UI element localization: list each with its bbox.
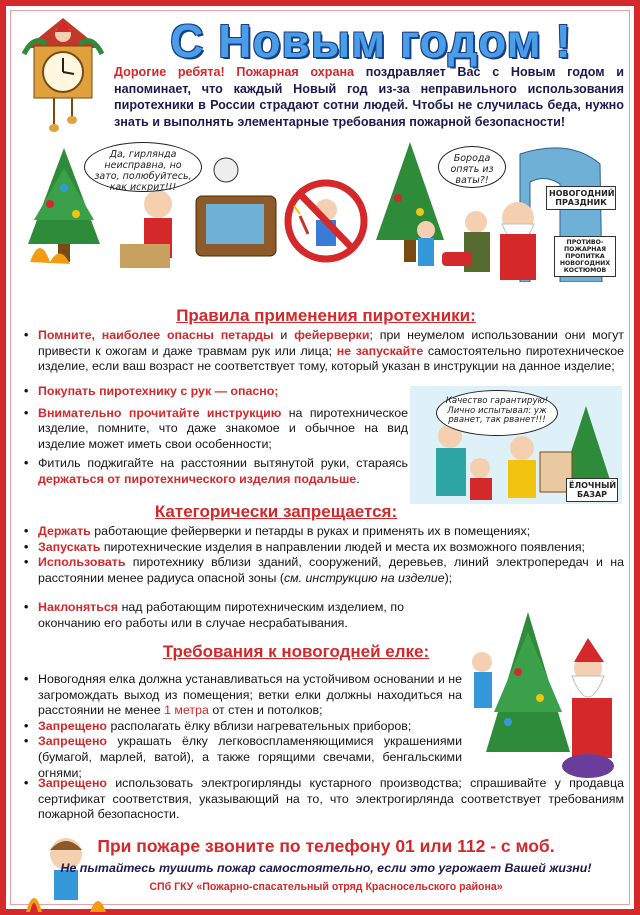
rules-list-pyrotechnics-2	[24, 384, 408, 488]
rule-highlight: Использовать	[38, 555, 126, 570]
list-item	[24, 600, 404, 631]
list-item	[24, 672, 462, 719]
section-title-1: Правила применения пиротехники:	[176, 306, 476, 325]
cartoon-santa-with-tree	[468, 602, 622, 780]
list-item	[24, 555, 624, 586]
rule-highlight: Запрещено	[38, 734, 107, 749]
speech-bubble-seller: Качество гарантирую! Лично испытывал: уж рванет, так рванет!!!	[436, 390, 558, 436]
rule-text: пиротехнические изделия в направлении людей и места их возможного появления;	[100, 539, 585, 554]
rule-text: работающие фейерверки и петарды в руках и применять их в помещениях;	[90, 524, 531, 538]
intro-body: поздравляет Вас с Новым годом и напоминает, что каждый Новый год из-за неправильного использования пиротехники в России страдают сотни людей. Чтобы не случилась беда, нужно знать и выполнять элементарные требования пожарной безопасности!	[114, 65, 624, 129]
rule-text: располагать ёлку вблизи нагревательных приборов;	[107, 718, 412, 733]
sign-fire-retardant: ПРОТИВО-ПОЖАРНАЯ ПРОПИТКА НОВОГОДНИХ КОСТЮМОВ	[554, 236, 616, 277]
speech-bubble-beard: Борода опять из ваты?!	[438, 146, 506, 188]
list-item	[24, 456, 408, 487]
rule-text: Фитиль поджигайте на расстоянии вытянутой руки, стараясь	[38, 456, 408, 471]
rule-highlight: Держать	[38, 524, 91, 538]
rule-text: использовать электрогирлянды кустарного производства; спрашивайте у продавца сертификат соответствия, указывающий на то, что электрогирлянда соответствует требованиям пожарной безопасности.	[38, 776, 624, 822]
rule-highlight: не запускайте	[336, 343, 424, 358]
emergency-phone-line: При пожаре звоните по телефону 01 или 112 - с моб.	[97, 836, 555, 856]
section-strictly-prohibited	[6, 502, 546, 522]
rules-list-prohibited-2	[24, 600, 404, 631]
speech-bubble-garland: Да, гирлянда неисправна, но зато, полюбуйтесь, как искрит!!!	[84, 142, 202, 192]
rule-text: .	[356, 471, 360, 486]
rule-text: );	[444, 570, 453, 585]
list-item	[24, 384, 408, 400]
list-item	[24, 719, 462, 735]
list-item	[24, 540, 624, 556]
list-item	[24, 328, 624, 375]
rule-text: украшать ёлку легковоспламеняющимися украшениями (бумагой, марлей, ватой), а также горящими свечами, бенгальскими огнями;	[38, 734, 462, 780]
rule-text: Новогодняя елка должна устанавливаться на устойчивом основании и не загромождать выход из помещения; ветки елки должны находиться на расстоянии не менее	[38, 672, 462, 718]
no-fireworks-sign-icon	[282, 176, 370, 266]
section-title-2: Категорически запрещается:	[154, 502, 398, 521]
rule-text: самостоятельно пиротехническое изделие, если ваш возраст не соответствует тому, который указан в инструкции на данное изделие;	[38, 343, 624, 374]
list-item	[24, 776, 624, 823]
page-title: С Новым годом !	[170, 15, 572, 67]
rule-text: пиротехнику вблизи зданий, сооружений, деревьев, линий электропередач и на расстоянии менее радиуса опасной зоны (	[38, 555, 624, 585]
rule-text: от стен и потолков;	[208, 703, 323, 718]
list-item	[24, 524, 624, 540]
section-title-3: Требования к новогодней елке:	[162, 642, 430, 661]
rules-list-tree-2	[24, 776, 624, 823]
safety-warning-line: Не пытайтесь тушить пожар самостоятельно, если это угрожает Вашей жизни!	[60, 861, 592, 875]
intro-greeting: Дорогие ребята!	[114, 65, 237, 79]
rule-text: на пиротехническое изделие, помните, что даже знакомое и обычное на вид изделие может иметь свои особенности;	[38, 405, 408, 451]
rule-highlight: держаться от пиротехнического изделия подальше	[38, 471, 357, 486]
rule-highlight: Наклоняться	[38, 600, 118, 614]
rule-highlight: Запрещено	[38, 776, 107, 790]
rule-highlight: Запускать	[38, 539, 101, 554]
rule-red: 1 метра	[164, 703, 209, 718]
rule-italic: см. инструкцию на изделие	[283, 570, 445, 585]
list-item	[24, 406, 408, 453]
list-item	[24, 734, 462, 781]
organization-name: СПб ГКУ «Пожарно-спасательный отряд Красносельского района»	[149, 881, 503, 893]
rule-highlight: Покупать пиротехнику с рук — опасно;	[38, 384, 279, 398]
sign-new-year-party: НОВОГОДНИЙ ПРАЗДНИК	[546, 186, 616, 210]
rule-highlight: Запрещено	[38, 718, 107, 733]
rules-list-prohibited	[24, 524, 624, 586]
sign-christmas-market: ЁЛОЧНЫЙ БАЗАР	[566, 478, 618, 502]
rules-list-pyrotechnics	[24, 328, 624, 375]
rules-list-tree	[24, 672, 462, 781]
rule-highlight: Помните, наиболее опасны петарды	[38, 328, 274, 342]
rule-text: над работающим пиротехническим изделием, по окончанию его работы или в случае несрабатывания.	[38, 600, 404, 630]
rule-text: и	[273, 328, 295, 342]
intro-paragraph	[114, 64, 624, 130]
cuckoo-clock-illustration	[20, 14, 106, 134]
rule-highlight: фейерверки	[294, 328, 370, 342]
rule-highlight: Внимательно прочитайте инструкцию	[38, 405, 282, 420]
rule-text: ; при неумелом использовании они могут привести к ожогам и даже травмам рук или лица;	[38, 328, 624, 358]
section-pyrotechnics-rules	[6, 306, 640, 326]
intro-fire-service: Пожарная охрана	[236, 65, 355, 79]
